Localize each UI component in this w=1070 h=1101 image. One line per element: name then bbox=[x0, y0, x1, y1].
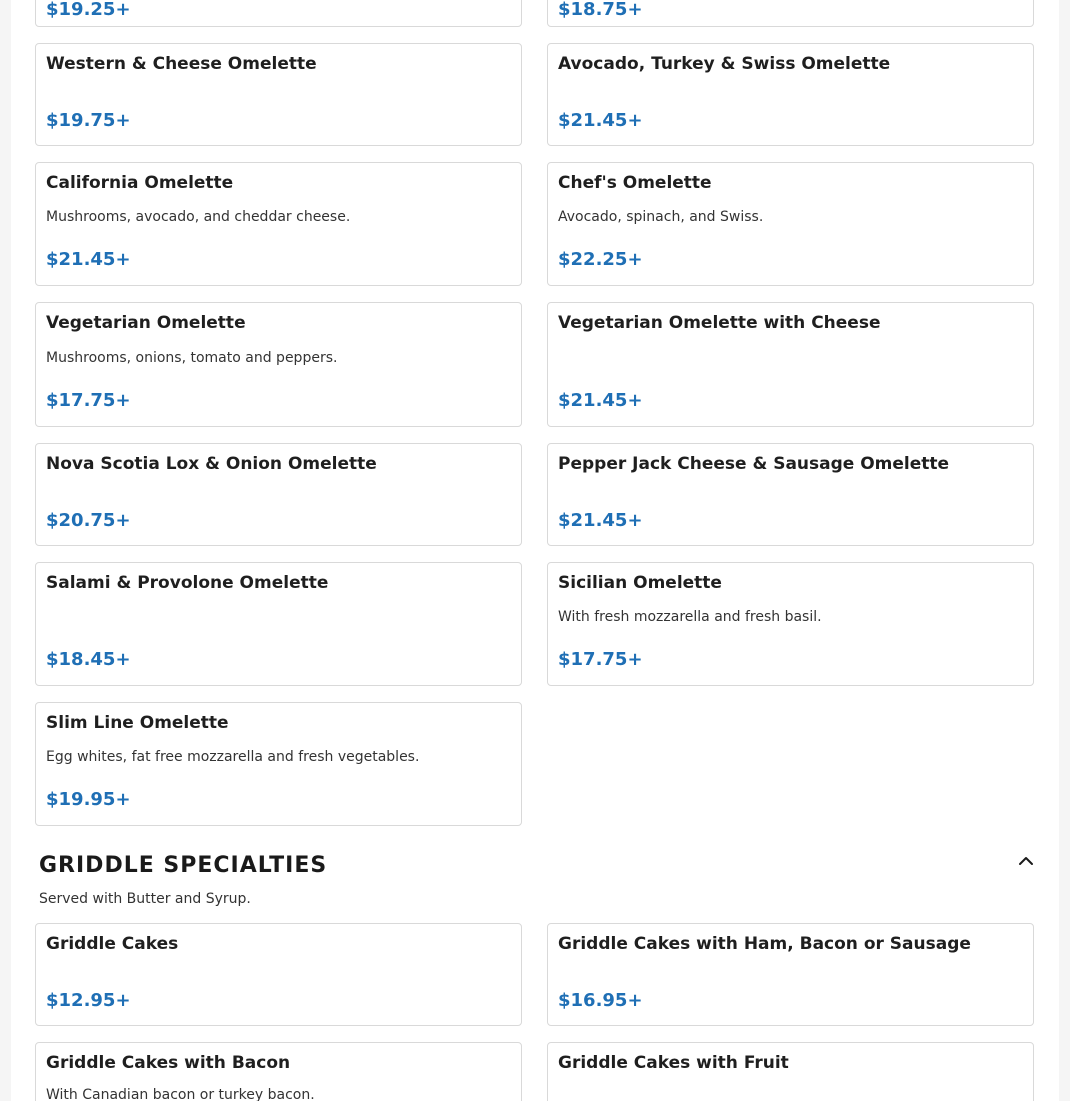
chevron-up-icon[interactable] bbox=[1015, 850, 1037, 872]
item-price: $22.25+ bbox=[558, 249, 643, 270]
menu-item-card[interactable] bbox=[547, 43, 1034, 146]
section-subtitle: Served with Butter and Syrup. bbox=[39, 891, 251, 907]
menu-item-card[interactable] bbox=[35, 0, 522, 27]
menu-item-card[interactable] bbox=[547, 443, 1034, 546]
menu-item-card[interactable] bbox=[35, 702, 522, 826]
section-title: GRIDDLE SPECIALTIES bbox=[39, 853, 328, 878]
menu-item-card[interactable] bbox=[547, 0, 1034, 27]
menu-item-card[interactable] bbox=[35, 162, 522, 286]
item-name: Avocado, Turkey & Swiss Omelette bbox=[558, 54, 891, 74]
item-name: Pepper Jack Cheese & Sausage Omelette bbox=[558, 454, 950, 474]
item-price: $16.95+ bbox=[558, 990, 643, 1011]
menu-item-card[interactable] bbox=[35, 562, 522, 686]
item-name: Chef's Omelette bbox=[558, 173, 712, 193]
item-price: $18.45+ bbox=[46, 649, 131, 670]
item-name: Vegetarian Omelette with Cheese bbox=[558, 313, 881, 333]
item-price: $19.75+ bbox=[46, 110, 131, 131]
item-name: Sicilian Omelette bbox=[558, 573, 722, 593]
item-name: Griddle Cakes bbox=[46, 934, 179, 954]
item-price: $21.45+ bbox=[46, 249, 131, 270]
menu-item-card[interactable] bbox=[547, 162, 1034, 286]
menu-item-card[interactable] bbox=[35, 443, 522, 546]
item-description: Avocado, spinach, and Swiss. bbox=[558, 209, 764, 225]
item-price: $21.45+ bbox=[558, 510, 643, 531]
item-name: Slim Line Omelette bbox=[46, 713, 229, 733]
item-description: With Canadian bacon or turkey bacon. bbox=[46, 1087, 315, 1101]
item-description: Egg whites, fat free mozzarella and fresh vegetables. bbox=[46, 749, 420, 765]
item-price: $17.75+ bbox=[46, 390, 131, 411]
item-name: Griddle Cakes with Ham, Bacon or Sausage bbox=[558, 934, 971, 954]
item-price: $12.95+ bbox=[46, 990, 131, 1011]
item-description: Mushrooms, avocado, and cheddar cheese. bbox=[46, 209, 351, 225]
item-name: Western & Cheese Omelette bbox=[46, 54, 317, 74]
menu-item-card[interactable] bbox=[547, 923, 1034, 1026]
item-price: $21.45+ bbox=[558, 390, 643, 411]
menu-item-card[interactable] bbox=[547, 562, 1034, 686]
item-price: $20.75+ bbox=[46, 510, 131, 531]
item-name: Salami & Provolone Omelette bbox=[46, 573, 329, 593]
item-name: Griddle Cakes with Bacon bbox=[46, 1053, 291, 1073]
item-price: $18.75+ bbox=[558, 0, 643, 20]
item-name: Vegetarian Omelette bbox=[46, 313, 246, 333]
menu-item-card[interactable] bbox=[547, 1042, 1034, 1101]
item-name: Nova Scotia Lox & Onion Omelette bbox=[46, 454, 377, 474]
menu-item-card[interactable] bbox=[35, 302, 522, 427]
item-description: Mushrooms, onions, tomato and peppers. bbox=[46, 350, 338, 366]
item-price: $17.75+ bbox=[558, 649, 643, 670]
menu-item-card[interactable] bbox=[35, 1042, 522, 1101]
menu-item-card[interactable] bbox=[35, 923, 522, 1026]
item-description: With fresh mozzarella and fresh basil. bbox=[558, 609, 822, 625]
item-price: $19.95+ bbox=[46, 789, 131, 810]
item-price: $19.25+ bbox=[46, 0, 131, 20]
item-name: Griddle Cakes with Fruit bbox=[558, 1053, 789, 1073]
item-name: California Omelette bbox=[46, 173, 234, 193]
menu-item-card[interactable] bbox=[547, 302, 1034, 427]
menu-item-card[interactable] bbox=[35, 43, 522, 146]
item-price: $21.45+ bbox=[558, 110, 643, 131]
